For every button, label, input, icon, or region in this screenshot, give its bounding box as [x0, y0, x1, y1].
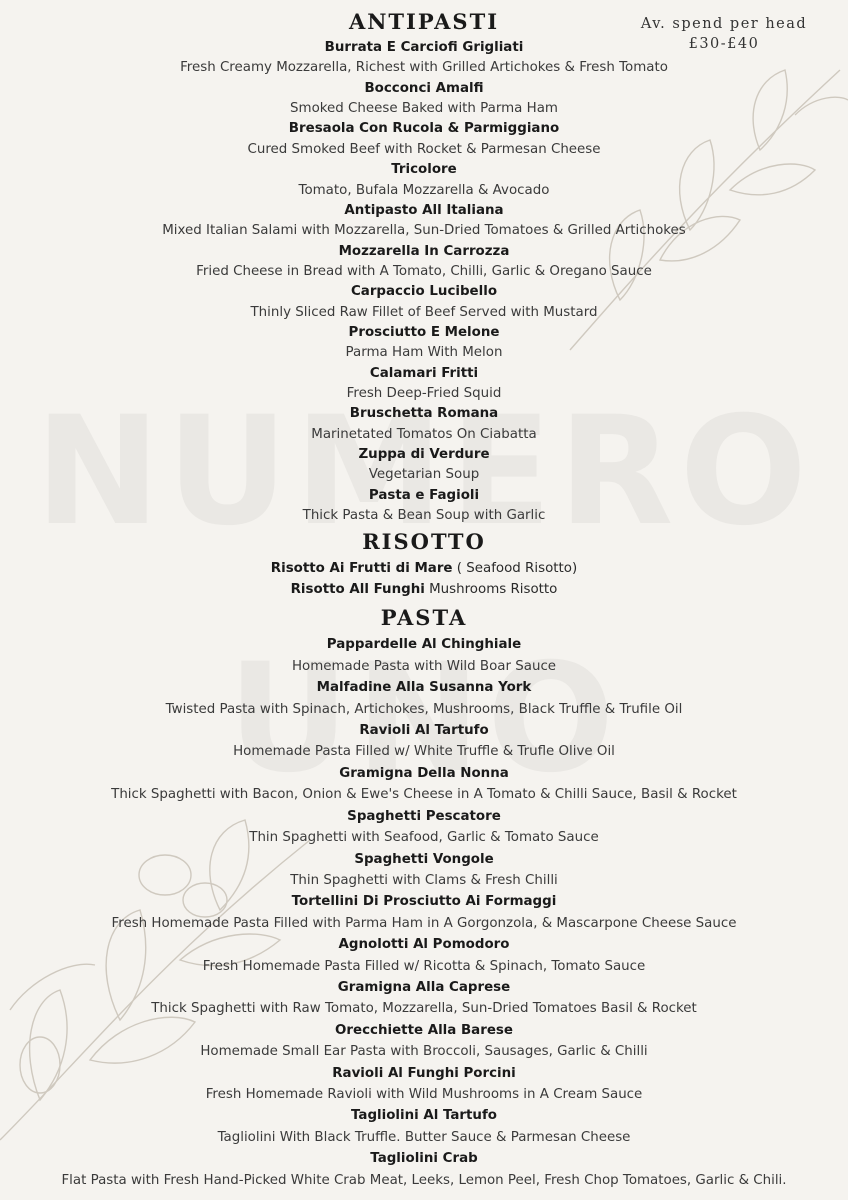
dish-name: Bruschetta Romana — [349, 406, 499, 422]
dish-description: Fresh Creamy Mozzarella, Richest with Grilled Artichokes & Fresh Tomato — [180, 60, 668, 76]
menu-item — [0, 720, 848, 763]
dish-description: Smoked Cheese Baked with Parma Ham — [290, 101, 558, 117]
menu-item — [0, 119, 848, 160]
dish-description: Fresh Homemade Pasta Filled with Parma Ham in A Gorgonzola, & Mascarpone Cheese Sauce — [111, 915, 737, 931]
menu-item — [0, 806, 848, 849]
dish-name: Gramigna Della Nonna — [339, 765, 509, 781]
section-title-pasta: PASTA — [380, 605, 468, 631]
dish-description: Tomato, Bufala Mozzarella & Avocado — [298, 182, 550, 198]
dish-description: Thick Spaghetti with Bacon, Onion & Ewe's Cheese in A Tomato & Chilli Sauce, Basil & Rocket — [111, 787, 737, 803]
dish-name: Tricolore — [391, 162, 457, 178]
menu-item — [0, 79, 848, 120]
menu-item — [0, 364, 848, 405]
dish-description: Thin Spaghetti with Seafood, Garlic & Tomato Sauce — [249, 830, 599, 846]
dish-name: Ravioli Al Funghi Porcini — [332, 1065, 516, 1081]
dish-description: Homemade Pasta Filled w/ White Truffle & Trufle Olive Oil — [233, 744, 615, 760]
dish-description: Cured Smoked Beef with Rocket & Parmesan Cheese — [247, 141, 601, 157]
dish-name: Gramigna Alla Caprese — [337, 979, 511, 995]
dish-description: ( Seafood Risotto) — [456, 561, 578, 577]
dish-name: Bocconci Amalfi — [364, 80, 484, 96]
menu-item — [0, 849, 848, 892]
menu-content — [0, 6, 848, 1191]
dish-name: Mozzarella In Carrozza — [338, 243, 510, 259]
dish-name: Tagliolini Al Tartufo — [351, 1108, 497, 1124]
dish-description: Thick Spaghetti with Raw Tomato, Mozzarella, Sun-Dried Tomatoes Basil & Rocket — [151, 1001, 697, 1017]
section-title-antipasti: ANTIPASTI — [348, 9, 500, 34]
dish-name: Pappardelle Al Chinghiale — [326, 637, 522, 653]
dish-description: Mushrooms Risotto — [429, 582, 558, 598]
antipasti-list — [0, 38, 848, 526]
dish-name: Bresaola Con Rucola & Parmiggiano — [288, 121, 560, 137]
dish-description: Parma Ham With Melon — [345, 345, 503, 361]
dish-name: Malfadine Alla Susanna York — [316, 680, 532, 696]
menu-item — [0, 1063, 848, 1106]
dish-description: Thick Pasta & Bean Soup with Garlic — [302, 508, 546, 524]
average-spend-range: £30-£40 — [688, 36, 760, 52]
antipasti-section — [0, 6, 848, 526]
menu-item — [0, 404, 848, 445]
dish-name: Spaghetti Pescatore — [347, 808, 501, 824]
menu-item — [0, 445, 848, 486]
dish-description: Thinly Sliced Raw Fillet of Beef Served with Mustard — [250, 304, 598, 320]
dish-description: Vegetarian Soup — [368, 467, 480, 483]
menu-item — [0, 282, 848, 323]
menu-item — [0, 1020, 848, 1063]
dish-name: Agnolotti Al Pomodoro — [338, 937, 510, 953]
dish-name: Risotto All Funghi — [290, 582, 425, 598]
dish-name: Risotto Ai Frutti di Mare — [270, 561, 453, 577]
menu-item — [0, 634, 848, 677]
dish-name: Carpaccio Lucibello — [350, 284, 498, 300]
menu-item — [0, 934, 848, 977]
dish-description: Homemade Small Ear Pasta with Broccoli, Sausages, Garlic & Chilli — [200, 1044, 648, 1060]
menu-item — [0, 891, 848, 934]
dish-name: Tortellini Di Prosciutto Ai Formaggi — [291, 894, 557, 910]
dish-name: Spaghetti Vongole — [354, 851, 494, 867]
dish-name: Burrata E Carciofi Grigliati — [324, 40, 524, 55]
menu-item — [0, 242, 848, 283]
dish-description: Marinetated Tomatos On Ciabatta — [311, 426, 537, 442]
menu-item — [0, 1148, 848, 1191]
dish-name: Zuppa di Verdure — [358, 447, 490, 463]
dish-name: Pasta e Fagioli — [368, 487, 480, 503]
dish-name: Prosciutto E Melone — [348, 324, 500, 340]
dish-name: Antipasto All Italiana — [344, 202, 504, 218]
menu-item — [0, 38, 848, 79]
menu-item — [0, 1105, 848, 1148]
dish-description: Mixed Italian Salami with Mozzarella, Sun-Dried Tomatoes & Grilled Artichokes — [162, 223, 686, 239]
section-title-risotto: RISOTTO — [362, 529, 486, 555]
dish-name: Calamari Fritti — [369, 365, 479, 381]
dish-description: Fresh Homemade Pasta Filled w/ Ricotta & Spinach, Tomato Sauce — [202, 958, 646, 974]
menu-item — [0, 579, 848, 600]
menu-item — [0, 763, 848, 806]
average-spend-label: Av. spend per head — [640, 16, 808, 32]
pasta-section — [0, 602, 848, 1191]
dish-description: Homemade Pasta with Wild Boar Sauce — [291, 658, 557, 674]
menu-item — [0, 160, 848, 201]
menu-item — [0, 677, 848, 720]
dish-description: Fresh Homemade Ravioli with Wild Mushrooms in A Cream Sauce — [205, 1086, 643, 1102]
menu-item — [0, 558, 848, 579]
dish-description: Thin Spaghetti with Clams & Fresh Chilli — [290, 872, 558, 888]
dish-name: Orecchiette Alla Barese — [335, 1022, 513, 1038]
dish-description: Fresh Deep-Fried Squid — [346, 386, 502, 402]
pasta-list — [0, 634, 848, 1191]
dish-description: Fried Cheese in Bread with A Tomato, Chilli, Garlic & Oregano Sauce — [196, 263, 652, 279]
dish-name: Tagliolini Crab — [370, 1151, 478, 1167]
dish-description: Tagliolini With Black Truffle. Butter Sauce & Parmesan Cheese — [217, 1129, 631, 1145]
risotto-section — [0, 526, 848, 600]
menu-item — [0, 977, 848, 1020]
menu-item — [0, 323, 848, 364]
dish-description: Flat Pasta with Fresh Hand-Picked White Crab Meat, Leeks, Lemon Peel, Fresh Chop Tomatoes, Garlic & Chili. — [61, 1172, 787, 1188]
menu-item — [0, 201, 848, 242]
menu-item — [0, 486, 848, 527]
dish-description: Twisted Pasta with Spinach, Artichokes, Mushrooms, Black Truffle & Trufile Oil — [165, 701, 683, 717]
dish-name: Ravioli Al Tartufo — [359, 723, 489, 739]
